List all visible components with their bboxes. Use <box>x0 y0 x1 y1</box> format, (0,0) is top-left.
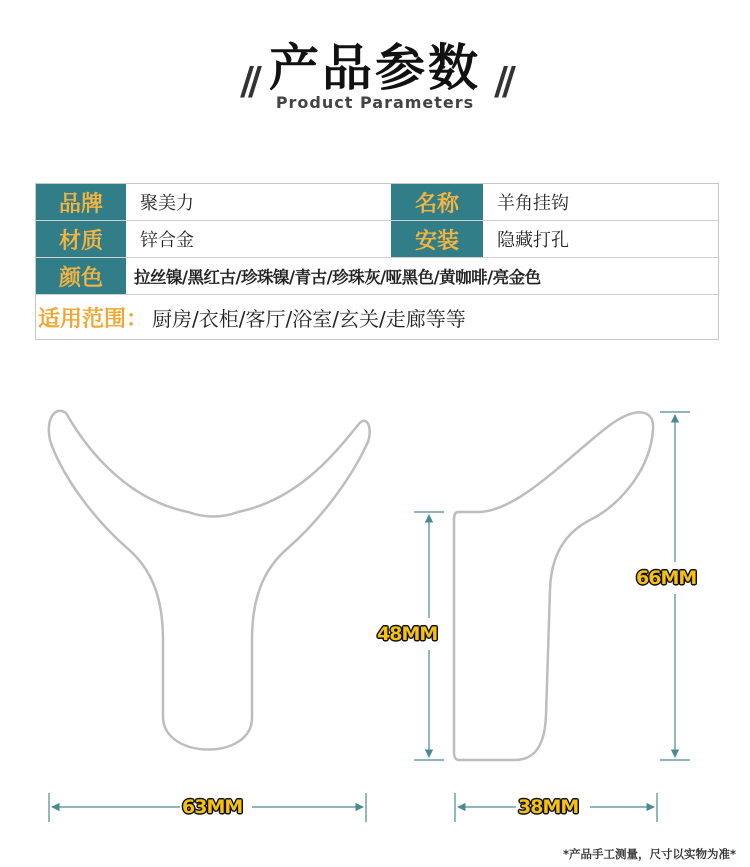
measurement-note: *产品手工测量，尺寸以实物为准* <box>562 847 736 861</box>
title-slash-right: // <box>494 58 510 103</box>
side-total-height-label: 66MM <box>636 567 697 589</box>
front-width-label: 63MM <box>182 796 243 818</box>
install-value: 隐藏打孔 <box>483 221 718 257</box>
page-subtitle: Product Parameters <box>275 93 475 112</box>
material-value: 锌合金 <box>126 221 391 257</box>
hook-front-outline <box>49 411 370 750</box>
hook-side-outline <box>454 412 653 760</box>
name-label: 名称 <box>391 184 483 220</box>
side-body-height-label: 48MM <box>377 623 438 645</box>
side-depth-label: 38MM <box>518 796 579 818</box>
color-value: 拉丝镍/黑红古/珍珠镍/青古/珍珠灰/哑黑色/黄咖啡/亮金色 <box>126 258 718 294</box>
install-label: 安装 <box>391 221 483 257</box>
scope-value: 厨房/衣柜/客厅/浴室/玄关/走廊等等 <box>152 306 466 331</box>
title-slash-left: // <box>240 58 256 103</box>
page-title: 产品参数 <box>269 39 481 97</box>
name-value: 羊角挂钩 <box>483 184 718 220</box>
brand-value: 聚美力 <box>126 184 391 220</box>
color-label: 颜色 <box>36 258 126 294</box>
scope-label: 适用范围： <box>38 306 149 332</box>
brand-label: 品牌 <box>36 184 126 220</box>
material-label: 材质 <box>36 221 126 257</box>
